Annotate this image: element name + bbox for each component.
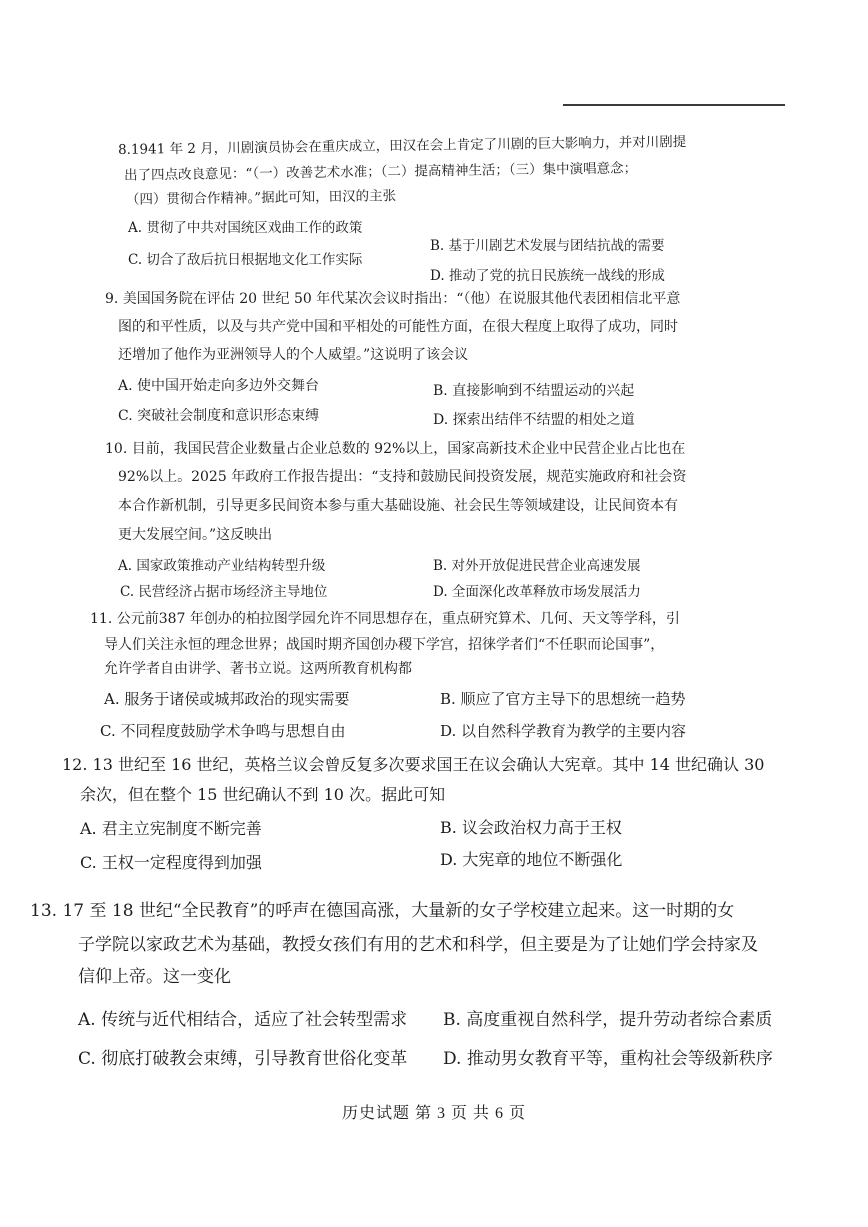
question-12-option-c: C. 王权一定程度得到加强 — [80, 853, 262, 872]
question-11-stem-line-2: 导人们关注永恒的理念世界；战国时期齐国创办稷下学宫，招徕学者们“不任职而论国事”， — [104, 637, 665, 653]
question-11-stem-line-3: 允许学者自由讲学、著书立说。这两所教育机构都 — [104, 661, 412, 677]
question-13-option-c: C. 彻底打破教会束缚，引导教育世俗化变革 — [78, 1049, 408, 1069]
question-13-option-a: A. 传统与近代相结合，适应了社会转型需求 — [78, 1010, 408, 1030]
question-12-option-d: D. 大宪章的地位不断强化 — [440, 850, 623, 869]
question-13-stem-line-3: 信仰上帝。这一变化 — [78, 967, 231, 987]
question-8-option-d: D. 推动了党的抗日民族统一战线的形成 — [430, 268, 665, 284]
question-9-stem-line-3: 还增加了他作为亚洲领导人的个人威望。”这说明了该会议 — [118, 347, 469, 363]
question-10-stem-line-1: 10. 目前，我国民营企业数量占企业总数的 92%以上，国家高新技术企业中民营企业占比也在 — [105, 441, 686, 457]
question-10-stem-line-3: 本合作新机制，引导更多民间资本参与重大基础设施、社会民生等领域建设，让民间资本有 — [118, 498, 678, 514]
question-10-option-a: A. 国家政策推动产业结构转型升级 — [118, 558, 326, 574]
question-9-stem-line-2: 图的和平性质，以及与共产党中国和平相处的可能性方面，在很大程度上取得了成功，同时 — [118, 319, 678, 335]
question-11-option-b: B. 顺应了官方主导下的思想统一趋势 — [440, 690, 686, 708]
page-footer: 历史试题 第 3 页 共 6 页 — [341, 1105, 526, 1122]
question-9-option-a: A. 使中国开始走向多边外交舞台 — [118, 378, 320, 394]
question-13-stem-line-1: 13. 17 至 18 世纪“全民教育”的呼声在德国高涨，大量新的女子学校建立起来。这一时期的女 — [30, 901, 735, 921]
question-12-option-b: B. 议会政治权力高于王权 — [440, 818, 622, 837]
question-8-stem-line-2: 出了四点改良意见：“（一）改善艺术水准；（二）提高精神生活；（三）集中演唱意念； — [123, 160, 638, 184]
question-9-stem-line-1: 9. 美国国务院在评估 20 世纪 50 年代某次会议时指出：“（他）在说服其他代表团相信北平意 — [105, 291, 681, 307]
question-8-option-a: A. 贯彻了中共对国统区戏曲工作的政策 — [128, 220, 363, 236]
question-8-stem-line-1: 8.1941 年 2 月，川剧演员协会在重庆成立，田汉在会上肯定了川剧的巨大影响力，并对川剧提 — [117, 134, 687, 158]
question-13-option-d: D. 推动男女教育平等，重构社会等级新秩序 — [443, 1049, 773, 1069]
question-10-option-d: D. 全面深化改革释放市场发展活力 — [433, 584, 641, 600]
question-11-option-c: C. 不同程度鼓励学术争鸣与思想自由 — [100, 722, 346, 740]
question-8-stem-line-3: （四）贯彻合作精神。”据此可知，田汉的主张 — [125, 188, 397, 208]
question-10-stem-line-4: 更大发展空间。”这反映出 — [118, 527, 273, 543]
question-9-option-d: D. 探索出结伴不结盟的相处之道 — [433, 412, 635, 428]
question-13-option-b: B. 高度重视自然科学，提升劳动者综合素质 — [443, 1010, 773, 1030]
question-10-stem-line-2: 92%以上。2025 年政府工作报告提出：“支持和鼓励民间投资发展，规范实施政府和社会资 — [118, 469, 687, 485]
question-12-option-a: A. 君主立宪制度不断完善 — [80, 819, 262, 838]
question-12-stem-line-1: 12. 13 世纪至 16 世纪，英格兰议会曾反复多次要求国王在议会确认大宪章。其中 14 世纪确认 30 — [62, 755, 765, 774]
question-8-option-b: B. 基于川剧艺术发展与团结抗战的需要 — [430, 238, 665, 254]
question-13-stem-line-2: 子学院以家政艺术为基础，教授女孩们有用的艺术和科学，但主要是为了让她们学会持家及 — [78, 935, 758, 955]
question-9-option-c: C. 突破社会制度和意识形态束缚 — [118, 408, 320, 424]
question-11-option-a: A. 服务于诸侯或城邦政治的现实需要 — [104, 690, 350, 708]
question-11-option-d: D. 以自然科学教育为教学的主要内容 — [440, 722, 687, 740]
question-11-stem-line-1: 11. 公元前387 年创办的柏拉图学园允许不同思想存在，重点研究算术、几何、天文等学科，引 — [90, 611, 680, 627]
question-12-stem-line-2: 余次，但在整个 15 世纪确认不到 10 次。据此可知 — [80, 785, 446, 804]
question-10-option-b: B. 对外开放促进民营企业高速发展 — [433, 558, 641, 574]
question-9-option-b: B. 直接影响到不结盟运动的兴起 — [433, 383, 635, 399]
question-10-option-c: C. 民营经济占据市场经济主导地位 — [120, 584, 328, 600]
question-8-option-c: C. 切合了敌后抗日根据地文化工作实际 — [128, 252, 363, 268]
